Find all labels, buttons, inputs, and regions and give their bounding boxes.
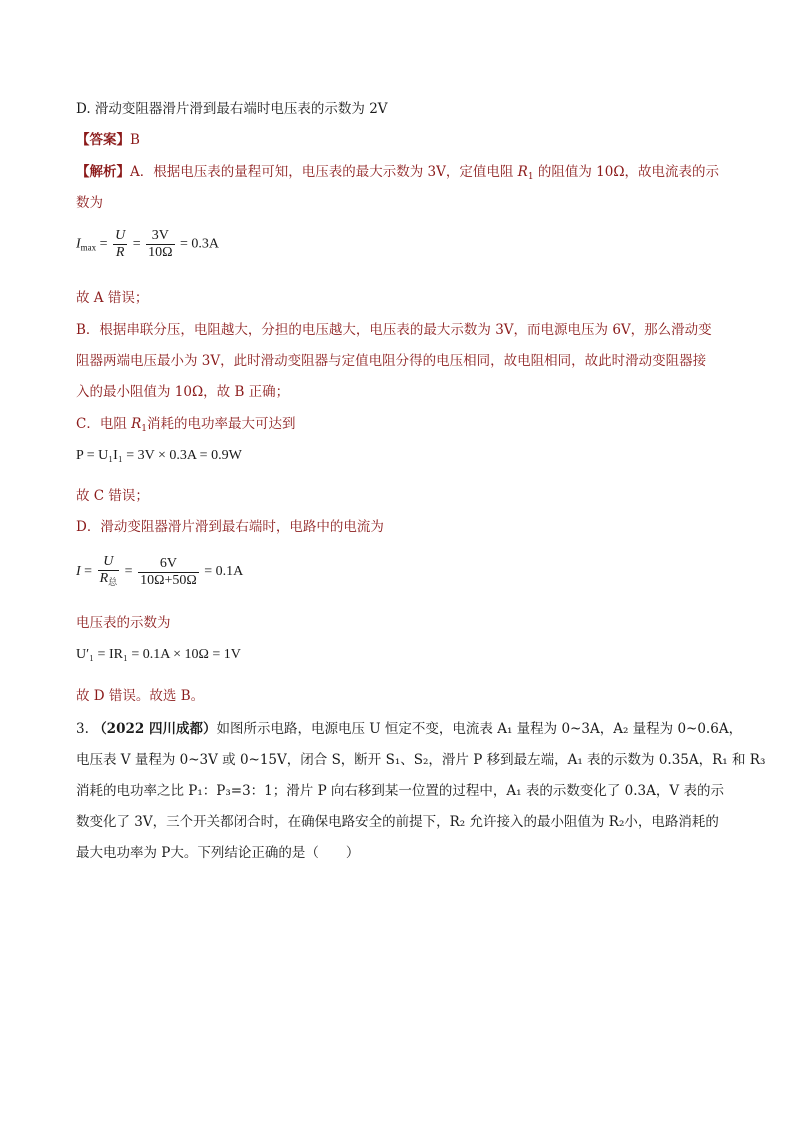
equation-4: U′₁ = IR₁ = 0.1A × 10Ω = 1V [76, 647, 241, 662]
answer-line [76, 131, 140, 149]
question-3-line2: 电压表 V 量程为 0~3V 或 0~15V，闭合 S，断开 S₁、S₂，滑片 P 移到最左端，A₁ 表的示数为 0.35A，R₁ 和 R₃ [76, 752, 766, 768]
question-source: （2022 四川成都） [93, 721, 217, 737]
question-3-line4: 数变化了 3V，三个开关都闭合时，在确保电路安全的前提下，R₂ 允许接入的最小阻值为 R₂小，电路消耗的 [76, 814, 719, 830]
analysis-a-conclusion: 故 A 错误； [76, 290, 149, 306]
question-3-line5: 最大电功率为 P大。下列结论正确的是（ ） [76, 845, 360, 861]
equation-3: I = $\frac{U}{R_总}$ = $\frac{6V}{10\Omega+50\Omega}$ = 0.1A [76, 554, 244, 588]
analysis-a-line2: 数为 [76, 195, 103, 211]
analysis-d-conclusion: 故 D 错误。故选 B。 [76, 688, 205, 704]
question-3-line3: 消耗的电功率之比 P₁：P₃=3：1；滑片 P 向右移到某一位置的过程中，A₁ 表的示数变化了 0.3A，V 表的示 [76, 783, 724, 799]
analysis-d-line1: D．滑动变阻器滑片滑到最右端时，电路中的电流为 [76, 519, 384, 535]
analysis-c-conclusion: 故 C 错误； [76, 488, 149, 504]
analysis-a-line1: 【解析】A．根据电压表的量程可知，电压表的最大示数为 3V，定值电阻 $R_1$ 的阻值为 10Ω，故电流表的示 [76, 164, 720, 182]
question-number: 3. [76, 721, 89, 737]
analysis-b-line1: B．根据串联分压，电阻越大，分担的电压越大，电压表的最大示数为 3V，而电源电压为 6V，那么滑动变 [76, 322, 712, 338]
analysis-c-line1: C．电阻 $R_1$消耗的电功率最大可达到 [76, 416, 296, 434]
question-3-line1: 3. （2022 四川成都）如图所示电路，电源电压 U 恒定不变，电流表 A₁ 量程为 0~3A，A₂ 量程为 0~0.6A， [76, 721, 743, 737]
analysis-b-line3: 入的最小阻值为 10Ω，故 B 正确； [76, 384, 290, 400]
equation-1: $I_{max}$ = $\frac{U}{R}$ = $\frac{3V}{10\Omega}$ = 0.3A [76, 228, 220, 260]
analysis-label: 【解析】 [76, 164, 130, 180]
option-d-text: D. 滑动变阻器滑片滑到最右端时电压表的示数为 2V [76, 101, 388, 117]
analysis-d-line2: 电压表的示数为 [76, 615, 171, 631]
analysis-b-line2: 阻器两端电压最小为 3V，此时滑动变阻器与定值电阻分得的电压相同，故电阻相同，故此时滑动变阻器接 [76, 353, 707, 369]
answer-label: 【答案】 [76, 132, 130, 148]
answer-value: B [130, 132, 140, 148]
equation-2: P = U₁I₁ = 3V × 0.3A = 0.9W [76, 448, 242, 463]
